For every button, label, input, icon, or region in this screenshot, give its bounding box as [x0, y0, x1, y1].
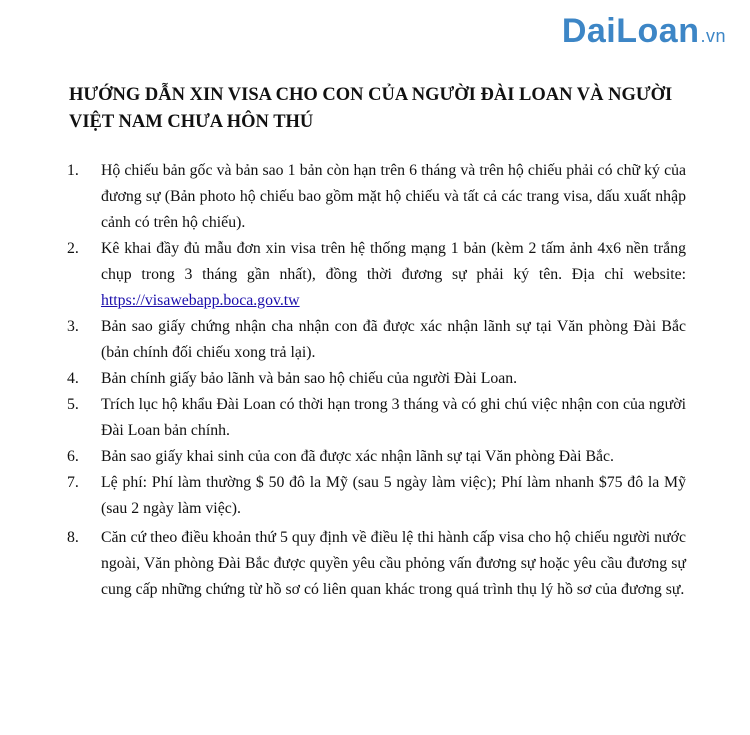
list-item: [0, 314, 686, 366]
item-number: 3.: [67, 318, 79, 335]
logo-text-dai: Dai: [561, 12, 617, 50]
item-text: Kê khai đầy đủ mẫu đơn xin visa trên hệ thống mạng 1 bản (kèm 2 tấm ảnh 4x6 nền trắng chụp trong 3 tháng gần nhất), đồng thời đương sự phải ký tên. Địa chỉ website:: [101, 240, 686, 283]
visa-website-link[interactable]: https://visawebapp.boca.gov.tw: [101, 292, 300, 309]
list-item: [0, 392, 686, 444]
list-item: [0, 525, 686, 603]
item-number: 1.: [67, 162, 79, 179]
site-logo[interactable]: [562, 14, 726, 48]
item-text: Bản chính giấy bảo lãnh và bản sao hộ chiếu của người Đài Loan.: [101, 370, 518, 387]
list-item: [0, 158, 686, 236]
item-number: 2.: [67, 240, 79, 257]
requirements-list: [0, 158, 750, 603]
list-item: [0, 444, 686, 470]
item-text: Căn cứ theo điều khoản thứ 5 quy định về điều lệ thi hành cấp visa cho hộ chiếu người nước ngoài, Văn phòng Đài Bắc được quyền yêu cầu phỏng vấn đương sự hoặc yêu cầu đương sự cung cấp những chứng từ hồ sơ có liên quan khác trong quá trình thụ lý hồ sơ của đương sự.: [101, 529, 686, 598]
item-number: 5.: [67, 396, 79, 413]
item-number: 6.: [67, 448, 79, 465]
list-item: [0, 366, 686, 392]
item-text: Lệ phí: Phí làm thường $ 50 đô la Mỹ (sau 5 ngày làm việc); Phí làm nhanh $75 đô la Mỹ (sau 2 ngày làm việc).: [101, 474, 686, 517]
item-text: Bản sao giấy chứng nhận cha nhận con đã được xác nhận lãnh sự tại Văn phòng Đài Bắc (bản chính đối chiếu xong trả lại).: [101, 318, 686, 361]
item-text: Trích lục hộ khẩu Đài Loan có thời hạn trong 3 tháng và có ghi chú việc nhận con của người Đài Loan bản chính.: [101, 396, 686, 439]
item-number: 7.: [67, 474, 79, 491]
logo-domain-suffix: .vn: [700, 26, 726, 46]
item-text: Bản sao giấy khai sinh của con đã được xác nhận lãnh sự tại Văn phòng Đài Bắc.: [101, 448, 614, 465]
item-number: 4.: [67, 370, 79, 387]
document-title: HƯỚNG DẪN XIN VISA CHO CON CỦA NGƯỜI ĐÀI LOAN VÀ NGƯỜI VIỆT NAM CHƯA HÔN THÚ: [69, 85, 673, 132]
item-number: 8.: [67, 529, 79, 546]
list-item: [0, 236, 686, 314]
list-item: [0, 470, 686, 522]
item-text: Hộ chiếu bản gốc và bản sao 1 bản còn hạn trên 6 tháng và trên hộ chiếu phải có chữ ký của đương sự (Bản photo hộ chiếu bao gồm mặt hộ chiếu và tất cả các trang visa, dấu xuất nhập cảnh có trên hộ chiếu).: [101, 162, 686, 231]
logo-text-loan: Loan: [616, 12, 700, 50]
